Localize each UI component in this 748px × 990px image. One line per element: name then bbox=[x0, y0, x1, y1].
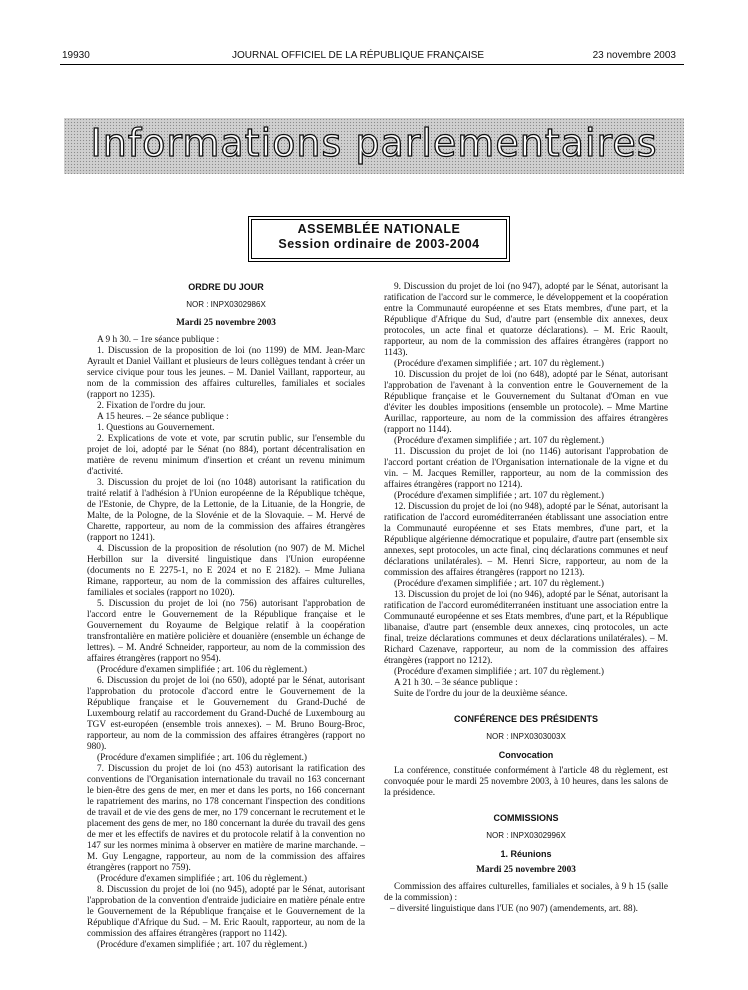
agenda-nor: NOR : INPX0302986X bbox=[186, 300, 266, 309]
agenda-item: 1. Discussion de la proposition de loi (no 1199) de MM. Jean-Marc Ayrault et Daniel Vaillant et plusieurs de leurs collègues tendant à créer un service civique pour tous les jeunes. – M. Daniel Vaillant, rapporteur, au nom de la commission des affaires culturelles, familiales et sociales (rapport no 1235). bbox=[87, 346, 365, 400]
agenda-item: 12. Discussion du projet de loi (no 948), adopté par le Sénat, autorisant la ratification de l'accord euroméditerranéen établissant une association entre la Communauté européenne et ses Etats membres, d'une part, et la République algérienne démocratique et populaire, d'autre part (ensemble six annexes, sept protocoles, un acte final, cinq déclarations communes et neuf déclarations unilatérales). – M. Henri Sicre, rapporteur, au nom de la commission des affaires étrangères (rapport no 1213). bbox=[384, 502, 668, 578]
agenda-item: 5. Discussion du projet de loi (no 756) autorisant l'approbation de l'accord entre le Gouvernement de la République française et le Gouvernement du Royaume de Belgique relatif à la coopération transfrontalière en matière policière et douanière (ensemble un échange de lettres). – M. André Schneider, rapporteur, au nom de la commission des affaires étrangères (rapport no 954). bbox=[87, 599, 365, 664]
agenda-item: 10. Discussion du projet de loi (no 648), adopté par le Sénat, autorisant l'approbation de l'avenant à la convention entre le Gouvernement de la République française et le Gouvernement du Sultanat d'Oman en vue d'éviter les doubles impositions (ensemble un protocole). – Mme Martine Aurillac, rapporteure, au nom de la commission des affaires étrangères (rapport no 1144). bbox=[384, 370, 668, 435]
agenda-item: 13. Discussion du projet de loi (no 946), adopté par le Sénat, autorisant la ratification de l'accord euroméditerranéen instituant une association entre la Communauté européenne et ses Etats membres, d'une part, et la République libanaise, d'autre part (ensemble deux annexes, cinq protocoles, un acte final, treize déclarations communes et deux déclarations unilatérales). – M. Richard Cazenave, rapporteur, au nom de la commission des affaires étrangères (rapport no 1212). bbox=[384, 590, 668, 666]
procedure-note: (Procédure d'examen simplifiée ; art. 107 du règlement.) bbox=[394, 491, 605, 501]
session-title: Session ordinaire de 2003-2004 bbox=[278, 237, 480, 251]
agenda-item: 2. Explications de vote et vote, par scrutin public, sur l'ensemble du projet de loi, adopté par le Sénat (no 884), portant décentralisation en matière de revenu minimum d'insertion et créant un revenu minimum d'activité. bbox=[87, 434, 365, 477]
session-line: A 15 heures. – 2e séance publique : bbox=[97, 412, 229, 422]
agenda-item: 11. Discussion du projet de loi (no 1146) autorisant l'approbation de l'accord portant création de l'Organisation internationale de la vigne et du vin. – M. Jacques Remiller, rapporteur, au nom de la commission des affaires étrangères (rapport no 1214). bbox=[384, 447, 668, 490]
assembly-box bbox=[251, 219, 507, 259]
issue-date: 23 novembre 2003 bbox=[592, 50, 676, 61]
procedure-note: (Procédure d'examen simplifiée ; art. 107 du règlement.) bbox=[394, 359, 605, 369]
agenda-item: 2. Fixation de l'ordre du jour. bbox=[97, 401, 206, 411]
page-number: 19930 bbox=[62, 50, 90, 61]
commissions-subheading: 1. Réunions bbox=[500, 849, 552, 859]
procedure-note: (Procédure d'examen simplifiée ; art. 106 du règlement.) bbox=[97, 665, 308, 675]
commissions-nor: NOR : INPX0302996X bbox=[486, 831, 566, 840]
right-column bbox=[384, 282, 668, 915]
journal-title: JOURNAL OFFICIEL DE LA RÉPUBLIQUE FRANÇAISE bbox=[232, 50, 485, 61]
conference-text: La conférence, constituée conformément à l'article 48 du règlement, est convoquée pour le mardi 25 novembre 2003, à 10 heures, dans les salons de la présidence. bbox=[384, 766, 668, 798]
agenda-item: 7. Discussion du projet de loi (no 453) autorisant la ratification des conventions de l'Organisation internationale du travail no 163 concernant le bien-être des gens de mer, en mer et dans les ports, no 166 concernant le rapatriement des marins, no 178 concernant l'inspection des conditions de travail et de vie des gens de mer, no 179 concernant le recrutement et le placement des gens de mer, no 180 concernant la durée du travail des gens de mer et les effectifs de navires et du protocole relatif à la convention no 147 sur les normes minima à observer en matière de marine marchande. – M. Guy Lengagne, rapporteur, au nom de la commission des affaires étrangères (rapport no 759). bbox=[87, 764, 365, 873]
agenda-item: 3. Discussion du projet de loi (no 1048) autorisant la ratification du traité relatif à l'adhésion à l'Union européenne de la République tchèque, de l'Estonie, de Chypre, de la Lettonie, de la Lituanie, de la Hongrie, de Malte, de la Pologne, de la Slovénie et de la Slovaquie. – M. Hervé de Charette, rapporteur, au nom de la commission des affaires étrangères (rapport no 1241). bbox=[87, 478, 365, 543]
left-column bbox=[87, 282, 365, 951]
agenda-item: 8. Discussion du projet de loi (no 945), adopté par le Sénat, autorisant l'approbation de la convention d'entraide judiciaire en matière pénale entre le Gouvernement de la République française et le Gouvernement de la République d'Afrique du Sud. – M. Eric Raoult, rapporteur, au nom de la commission des affaires étrangères (rapport no 1142). bbox=[87, 885, 365, 939]
agenda-item: 9. Discussion du projet de loi (no 947), adopté par le Sénat, autorisant la ratification de l'accord sur le commerce, le développement et la coopération entre la Communauté européenne et ses Etats membres, d'une part, et la République d'Afrique du Sud, d'autre part (ensemble dix annexes, deux protocoles, un acte final et quatorze déclarations). – M. Eric Raoult, rapporteur, au nom de la commission des affaires étrangères (rapport no 1143). bbox=[384, 282, 668, 358]
agenda-item: 4. Discussion de la proposition de résolution (no 907) de M. Michel Herbillon sur la diversité linguistique dans l'Union européenne (documents no E 2275-1, no E 2024 et no E 2182). – Mme Juliana Rimane, rapporteur, au nom de la commission des affaires culturelles, familiales et sociales (rapport no 1020). bbox=[87, 544, 365, 598]
header-rule bbox=[60, 64, 684, 65]
page-header bbox=[0, 0, 748, 70]
agenda-heading: ORDRE DU JOUR bbox=[188, 282, 264, 292]
commissions-date: Mardi 25 novembre 2003 bbox=[476, 865, 576, 875]
procedure-note: (Procédure d'examen simplifiée ; art. 107 du règlement.) bbox=[97, 940, 308, 950]
session-line: A 21 h 30. – 3e séance publique : bbox=[394, 678, 518, 688]
session-line: A 9 h 30. – 1re séance publique : bbox=[97, 335, 220, 345]
procedure-note: (Procédure d'examen simplifiée ; art. 107 du règlement.) bbox=[394, 667, 605, 677]
section-banner bbox=[64, 118, 684, 174]
commission-text: Commission des affaires culturelles, familiales et sociales, à 9 h 15 (salle de la commission) : bbox=[384, 882, 668, 903]
commissions-heading: COMMISSIONS bbox=[493, 813, 559, 823]
assembly-name: ASSEMBLÉE NATIONALE bbox=[297, 222, 461, 236]
conference-nor: NOR : INPX0303003X bbox=[486, 732, 566, 741]
conference-heading: CONFÉRENCE DES PRÉSIDENTS bbox=[453, 714, 599, 724]
procedure-note: (Procédure d'examen simplifiée ; art. 106 du règlement.) bbox=[97, 874, 308, 884]
procedure-note: (Procédure d'examen simplifiée ; art. 107 du règlement.) bbox=[394, 579, 605, 589]
banner-title: Informations parlementaires bbox=[90, 121, 658, 165]
agenda-date: Mardi 25 novembre 2003 bbox=[176, 318, 276, 328]
agenda-item: Suite de l'ordre du jour de la deuxième séance. bbox=[394, 689, 568, 699]
procedure-note: (Procédure d'examen simplifiée ; art. 107 du règlement.) bbox=[394, 436, 605, 446]
conference-subheading: Convocation bbox=[498, 750, 554, 760]
commission-item: – diversité linguistique dans l'UE (no 907) (amendements, art. 88). bbox=[390, 904, 638, 914]
agenda-item: 6. Discussion du projet de loi (no 650), adopté par le Sénat, autorisant l'approbation du protocole d'accord entre le Gouvernement de la République française et le Gouvernement du Grand-Duché de Luxembourg relatif au raccordement du Grand-Duché de Luxembourg au TGV est-européen (ensemble trois annexes). – M. Bruno Bourg-Broc, rapporteur, au nom de la commission des affaires étrangères (rapport no 980). bbox=[87, 676, 365, 752]
procedure-note: (Procédure d'examen simplifiée ; art. 106 du règlement.) bbox=[97, 753, 308, 763]
agenda-item: 1. Questions au Gouvernement. bbox=[97, 423, 215, 433]
